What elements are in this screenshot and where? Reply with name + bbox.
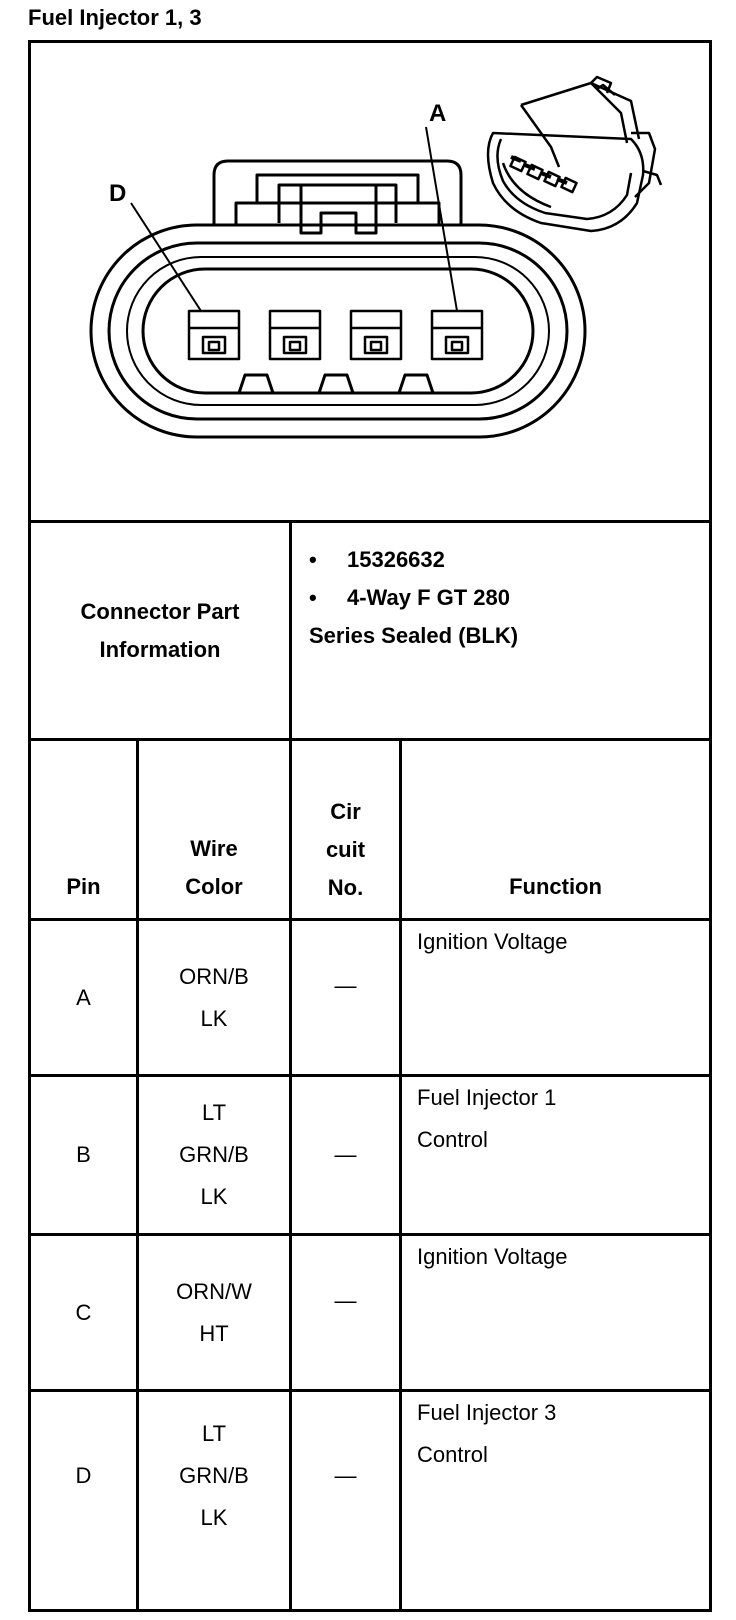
header-wire-color: Wire Color xyxy=(185,836,243,899)
table-row-circuit: — xyxy=(334,1462,357,1488)
connector-description: 4-Way F GT 280 xyxy=(347,585,511,610)
header-function: Function xyxy=(509,874,602,899)
table-row-function: Ignition Voltage xyxy=(417,929,568,954)
table-row-circuit: — xyxy=(334,1142,357,1167)
callout-a-label: A xyxy=(429,100,447,127)
table-row-function: Fuel Injector 1 Control xyxy=(417,1085,557,1152)
table-row-circuit: — xyxy=(334,1288,357,1313)
header-circuit: Cir cuit No. xyxy=(325,799,366,900)
table-row-pin: D xyxy=(75,1462,92,1488)
table-row-function: Fuel Injector 3 Control xyxy=(417,1400,557,1467)
page-title: Fuel Injector 1, 3 xyxy=(28,5,202,30)
table-row-function: Ignition Voltage xyxy=(417,1244,568,1269)
divider xyxy=(31,738,709,741)
table-row-pin: B xyxy=(76,1142,91,1167)
connector-table xyxy=(28,40,712,1612)
connector-diagram xyxy=(31,43,709,521)
connector-description: Series Sealed (BLK) xyxy=(309,623,519,648)
connector-info-values: • 15326632 • 4-Way F GT 280 Series Sealed (BLK) xyxy=(309,541,518,655)
part-number: 15326632 xyxy=(347,547,445,572)
table-row-wire-color: ORN/B LK xyxy=(179,963,249,1031)
table-row-wire-color: ORN/W HT xyxy=(176,1278,252,1346)
table-row-circuit: — xyxy=(334,973,357,998)
table-row-pin: C xyxy=(75,1299,92,1325)
connector-info-label: Connector Part Information xyxy=(80,598,240,662)
table-row-wire-color: LT GRN/B LK xyxy=(179,1100,249,1209)
divider xyxy=(289,520,292,738)
header-pin: Pin xyxy=(66,874,101,899)
table-row-wire-color: LT GRN/B LK xyxy=(179,1420,249,1530)
table-row-pin: A xyxy=(76,984,91,1010)
callout-d-label: D xyxy=(109,180,127,207)
